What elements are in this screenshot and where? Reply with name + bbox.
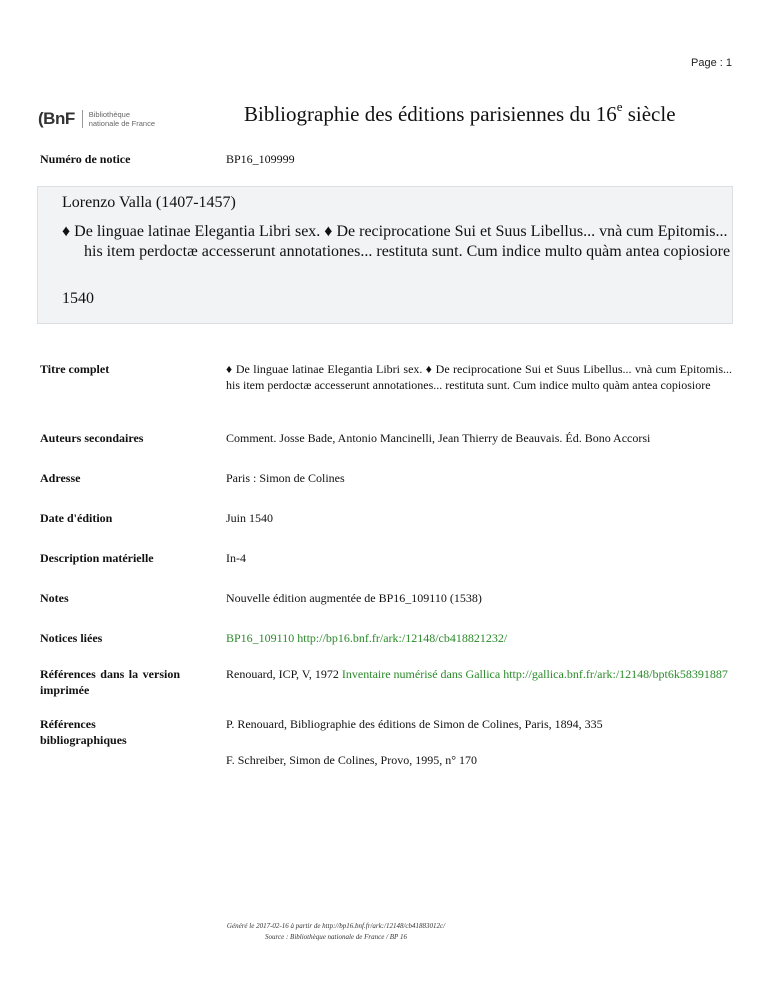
summary-author: Lorenzo Valla (1407-1457) xyxy=(62,194,236,211)
title-superscript: e xyxy=(616,99,623,114)
logo-line-1: Bibliothèque xyxy=(88,110,131,119)
title-prefix: Bibliographie des éditions parisiennes du 16 xyxy=(244,102,617,126)
field-label: Date d'édition xyxy=(40,511,113,525)
field-label: Auteurs secondaires xyxy=(40,431,144,445)
field-value xyxy=(226,716,732,768)
page-footer xyxy=(0,921,672,943)
page-title xyxy=(244,101,676,127)
field-value: Comment. Josse Bade, Antonio Mancinelli, Jean Thierry de Beauvais. Éd. Bono Accorsi xyxy=(226,431,651,445)
summary-date: 1540 xyxy=(62,290,94,307)
bibliographic-reference-1: P. Renouard, Bibliographie des éditions de Simon de Colines, Paris, 1894, 335 xyxy=(226,717,603,731)
field-value: Nouvelle édition augmentée de BP16_109110 (1538) xyxy=(226,591,482,605)
gallica-link-url[interactable]: http://gallica.bnf.fr/ark:/12148/bpt6k58391887 xyxy=(503,667,728,681)
page-number: Page : 1 xyxy=(691,57,732,69)
field-label: Références dans la version imprimée xyxy=(40,667,180,697)
field-label: Notes xyxy=(40,591,69,605)
field-value: In-4 xyxy=(226,551,246,565)
gallica-link-label[interactable]: Inventaire numérisé dans Gallica xyxy=(341,667,501,681)
summary-title: ♦ De linguae latinae Elegantia Libri sex. ♦ De reciprocatione Sui et Suus Libellus... vnà cum Epitomis... his item perdoctæ accesserunt annotationes... restituta sunt. Cum indice multo quàm antea copiosiore xyxy=(62,223,731,260)
field-label: Références bibliographiques xyxy=(40,717,127,747)
field-value xyxy=(226,666,732,682)
reference-text: Renouard, ICP, V, 1972 xyxy=(226,667,339,681)
notice-number-label: Numéro de notice xyxy=(40,152,131,166)
field-value: Paris : Simon de Colines xyxy=(226,471,345,485)
field-value: ♦ De linguae latinae Elegantia Libri sex. ♦ De reciprocatione Sui et Suus Libellus... vnà cum Epitomis... his item perdoctæ accesserunt annotationes... restituta sunt. Cum indice multo quàm antea copiosiore xyxy=(226,362,732,392)
field-value: Juin 1540 xyxy=(226,511,274,525)
bnf-logo-text xyxy=(89,110,155,128)
bnf-logo-mark: (BnF xyxy=(38,109,75,128)
summary-box xyxy=(37,186,733,324)
notice-number-value: BP16_109999 xyxy=(226,152,295,166)
logo-divider xyxy=(82,110,83,128)
field-label: Titre complet xyxy=(40,362,110,376)
logo-line-2: nationale de France xyxy=(88,119,156,128)
field-label: Adresse xyxy=(40,471,81,485)
field-value xyxy=(226,630,732,646)
footer-generated: Généré le 2017-02-16 à partir de http://bp16.bnf.fr/ark:/12148/cb41883012c/ xyxy=(226,922,446,930)
notice-liee-link[interactable]: BP16_109110 http://bp16.bnf.fr/ark:/12148/cb418821232/ xyxy=(226,631,508,645)
bnf-logo xyxy=(38,109,155,129)
field-label: Notices liées xyxy=(40,631,103,645)
field-label: Description matérielle xyxy=(40,551,154,565)
bibliographic-reference-2: F. Schreiber, Simon de Colines, Provo, 1995, n° 170 xyxy=(226,753,478,767)
title-suffix: siècle xyxy=(622,102,676,126)
footer-source: Source : Bibliothèque nationale de France / BP 16 xyxy=(265,933,407,941)
